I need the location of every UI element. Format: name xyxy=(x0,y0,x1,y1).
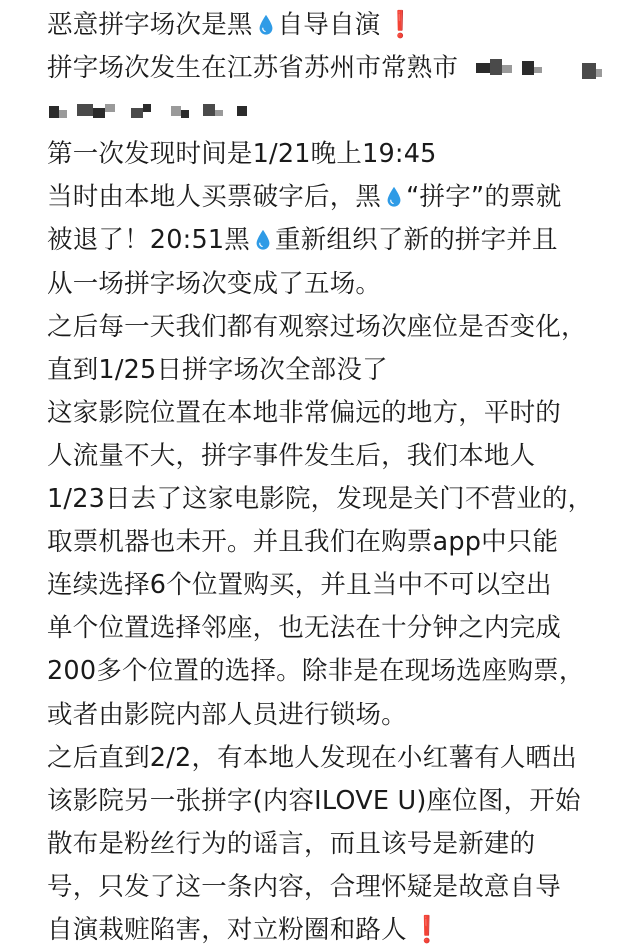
line-text: 重新组织了新的拼字并且 xyxy=(275,225,558,256)
post-line-1 xyxy=(47,4,637,47)
post-line-9: 直到1/25日拼字场次全部没了 xyxy=(47,354,388,385)
line-text: 恶意拼字场次是黑 xyxy=(47,10,253,40)
post-line-6 xyxy=(47,219,637,262)
post-line-20: 散布是粉丝行为的谣言，而且该号是新建的 xyxy=(47,828,536,859)
post-line-7: 从一场拼字场次变成了五场。 xyxy=(47,268,382,299)
post-line-2 xyxy=(47,47,637,90)
post-body xyxy=(47,4,637,952)
exclamation-icon: ❗ xyxy=(410,914,444,945)
redacted-mosaic xyxy=(458,47,608,90)
post-line-8: 之后每一天我们都有观察过场次座位是否变化， xyxy=(47,311,587,342)
post-line-15: 单个位置选择邻座，也无法在十分钟之内完成 xyxy=(47,613,562,644)
exclamation-icon: ❗ xyxy=(384,10,417,40)
water-drop-icon xyxy=(385,186,403,208)
post-line-18: 之后直到2/2，有本地人发现在小红薯有人晒出 xyxy=(47,742,577,773)
line-text: 当时由本地人买票破字后，黑 xyxy=(47,182,382,213)
post-line-4: 第一次发现时间是1/21晚上19:45 xyxy=(47,139,437,170)
line-text: 自导自演 xyxy=(277,10,381,40)
water-drop-icon xyxy=(254,229,272,251)
post-line-11: 人流量不大，拼字事件发生后，我们本地人 xyxy=(47,440,536,471)
line-text: “拼字”的票就 xyxy=(406,182,562,213)
post-line-5 xyxy=(47,176,637,219)
line-text: 自演栽赃陷害，对立粉圈和路人 xyxy=(47,914,407,945)
post-line-21: 号，只发了这一条内容，合理怀疑是故意自导 xyxy=(47,871,562,902)
post-line-22 xyxy=(47,909,637,952)
post-line-19: 该影院另一张拼字(内容ILOVE U)座位图，开始 xyxy=(47,785,581,816)
post-line-17: 或者由影院内部人员进行锁场。 xyxy=(47,699,407,730)
line-text: 拼字场次发生在江苏省苏州市常熟市 xyxy=(47,53,459,84)
post-line-16: 200多个位置的选择。除非是在现场选座购票， xyxy=(47,656,585,687)
post-line-12: 1/23日去了这家电影院，发现是关门不营业的， xyxy=(47,484,594,515)
post-line-14: 连续选择6个位置购买，并且当中不可以空出 xyxy=(47,570,552,601)
water-drop-icon xyxy=(257,14,275,36)
post-line-3 xyxy=(47,90,637,133)
redacted-mosaic xyxy=(47,90,447,133)
post-line-13: 取票机器也未开。并且我们在购票app中只能 xyxy=(47,527,559,558)
post-line-10: 这家影院位置在本地非常偏远的地方，平时的 xyxy=(47,397,562,428)
line-text: 被退了！20:51黑 xyxy=(47,225,250,256)
